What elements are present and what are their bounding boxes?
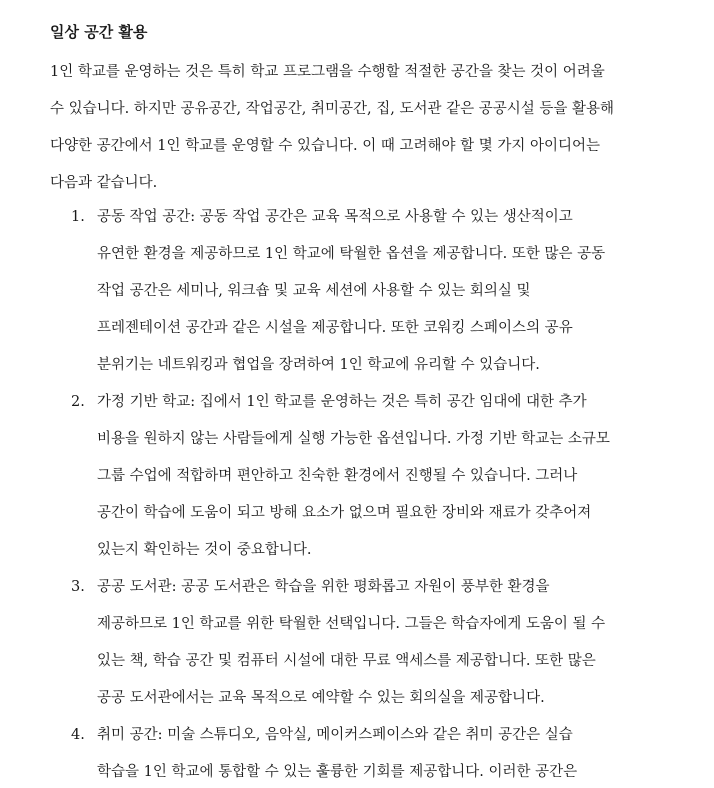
list-item-home-based xyxy=(0,390,714,575)
list-item-line: 유연한 환경을 제공하므로 1인 학교에 탁월한 옵션을 제공합니다. 또한 많은 공동 xyxy=(97,246,606,262)
intro-paragraph xyxy=(50,60,690,208)
list-item-line: 가정 기반 학교: 집에서 1인 학교를 운영하는 것은 특히 공간 임대에 대한 추가 xyxy=(97,394,587,410)
ideas-list xyxy=(0,205,714,788)
list-item-line: 제공하므로 1인 학교를 위한 탁월한 선택입니다. 그들은 학습자에게 도움이 될 수 xyxy=(97,616,606,632)
list-item-number: 4. xyxy=(71,727,85,743)
section-heading: 일상 공간 활용 xyxy=(50,23,148,41)
list-item-line: 공공 도서관: 공공 도서관은 학습을 위한 평화롭고 자원이 풍부한 환경을 xyxy=(97,579,550,595)
list-item-line: 공동 작업 공간: 공동 작업 공간은 교육 목적으로 사용할 수 있는 생산적이고 xyxy=(97,209,573,225)
list-item-public-library xyxy=(0,575,714,723)
list-item-line: 그룹 수업에 적합하며 편안하고 친숙한 환경에서 진행될 수 있습니다. 그러나 xyxy=(97,468,578,484)
list-item-number: 2. xyxy=(71,394,85,410)
intro-line: 다음과 같습니다. xyxy=(50,175,158,191)
list-item-hobby-space xyxy=(0,723,714,788)
intro-line: 수 있습니다. 하지만 공유공간, 작업공간, 취미공간, 집, 도서관 같은 공공시설 등을 활용해 xyxy=(50,101,614,117)
list-item-line: 학습을 1인 학교에 통합할 수 있는 훌륭한 기회를 제공합니다. 이러한 공간은 xyxy=(97,764,578,780)
list-item-number: 3. xyxy=(71,579,85,595)
list-item-number: 1. xyxy=(71,209,85,225)
list-item-line: 있는 책, 학습 공간 및 컴퓨터 시설에 대한 무료 액세스를 제공합니다. 또한 많은 xyxy=(97,653,596,669)
list-item-line: 있는지 확인하는 것이 중요합니다. xyxy=(97,542,312,558)
list-item-line: 작업 공간은 세미나, 워크숍 및 교육 세션에 사용할 수 있는 회의실 및 xyxy=(97,283,531,299)
list-item-line: 분위기는 네트워킹과 협업을 장려하여 1인 학교에 유리할 수 있습니다. xyxy=(97,357,540,373)
list-item-line: 공공 도서관에서는 교육 목적으로 예약할 수 있는 회의실을 제공합니다. xyxy=(97,690,545,706)
intro-line: 1인 학교를 운영하는 것은 특히 학교 프로그램을 수행할 적절한 공간을 찾는 것이 어려울 xyxy=(50,64,605,80)
list-item-line: 비용을 원하지 않는 사람들에게 실행 가능한 옵션입니다. 가정 기반 학교는 소규모 xyxy=(97,431,610,447)
intro-line: 다양한 공간에서 1인 학교를 운영할 수 있습니다. 이 때 고려해야 할 몇 가지 아이디어는 xyxy=(50,138,600,154)
list-item-line: 공간이 학습에 도움이 되고 방해 요소가 없으며 필요한 장비와 재료가 갖추어져 xyxy=(97,505,592,521)
list-item-line: 취미 공간: 미술 스튜디오, 음악실, 메이커스페이스와 같은 취미 공간은 실습 xyxy=(97,727,573,743)
list-item-line: 프레젠테이션 공간과 같은 시설을 제공합니다. 또한 코워킹 스페이스의 공유 xyxy=(97,320,573,336)
list-item-coworking xyxy=(0,205,714,390)
